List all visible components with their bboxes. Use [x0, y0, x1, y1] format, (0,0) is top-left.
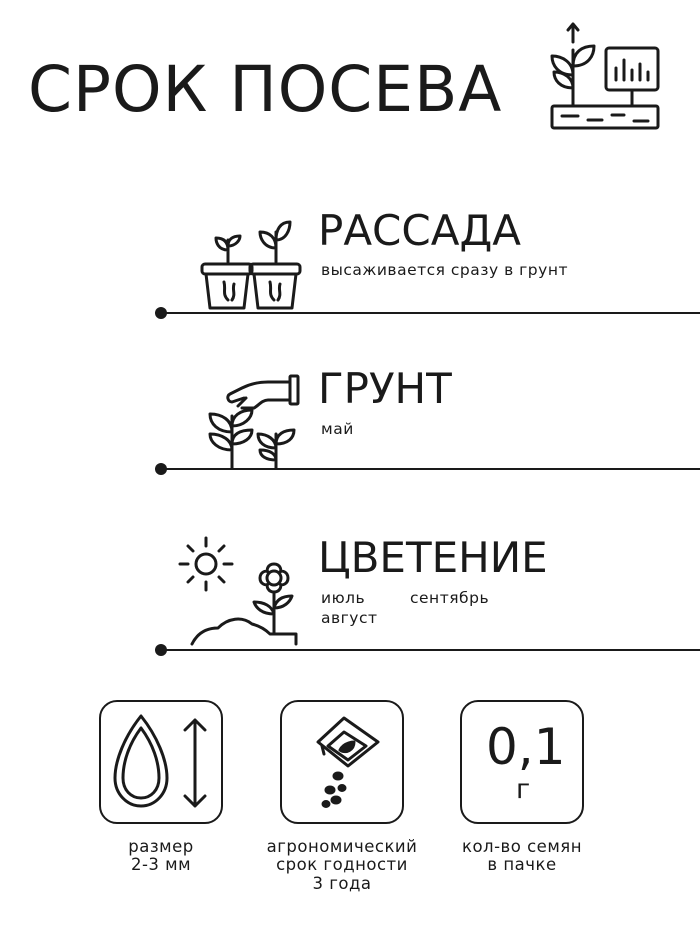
- month-september: сентябрь: [410, 589, 490, 607]
- shelf-life-card: [280, 700, 404, 824]
- seed-size-card: [99, 700, 223, 824]
- section-subtitle-seedlings: высаживается сразу в грунт: [321, 261, 568, 279]
- hand-sowing-icon: [198, 372, 308, 472]
- section-subtitle-ground: май: [321, 420, 354, 438]
- seed-packet-icon: [282, 702, 402, 822]
- seed-weight-unit: г: [516, 774, 531, 805]
- month-july: июль: [321, 589, 366, 607]
- seed-size-caption: размер 2-3 мм: [128, 837, 194, 875]
- timeline-line: [161, 649, 700, 651]
- seedling-pots-icon: [198, 218, 304, 314]
- seed-count-caption: кол-во семян в пачке: [461, 837, 582, 875]
- section-title-ground: ГРУНТ: [318, 364, 452, 413]
- shelf-life-caption: агрономический срок годности 3 года: [266, 837, 418, 893]
- section-title-seedlings: РАССАДА: [318, 206, 521, 255]
- page-title: СРОК ПОСЕВА: [28, 53, 503, 126]
- seed-size-icon: [101, 702, 221, 822]
- seed-count-card: [460, 700, 584, 824]
- timeline-line: [161, 312, 700, 314]
- seed-weight-value: 0,1: [486, 718, 566, 776]
- sun-flower-icon: [178, 534, 302, 650]
- section-title-bloom: ЦВЕТЕНИЕ: [318, 533, 548, 582]
- timeline-line: [161, 468, 700, 470]
- month-august: август: [321, 609, 378, 627]
- seedling-monitor-icon: [548, 20, 664, 136]
